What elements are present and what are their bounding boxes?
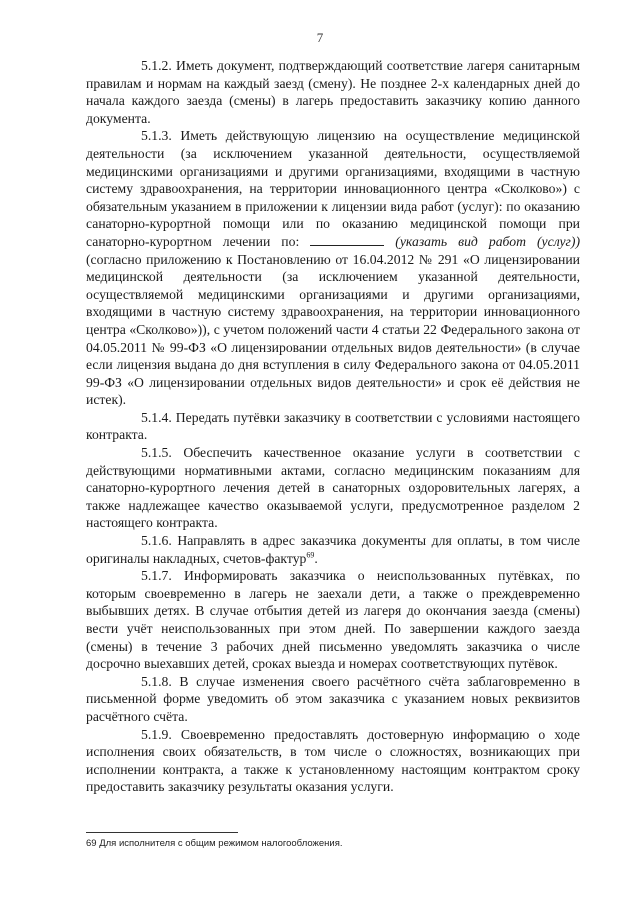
clause-5-1-3-text: 5.1.3. Иметь действующую лицензию на осуществление медицинской деятельности (за исключением указанной деятельности, осуществляемой медицинскими организациями и другими организациями, входящими в частную систему здравоохранения, на территории инновационного центра «Сколково») с обязательным указанием в приложении к лицензии вида работ (услуг): по оказанию санаторно-курортной помощи или по оказанию медицинской помощи при санаторно-курортном лечении по: (86, 128, 580, 249)
clause-5-1-4: 5.1.4. Передать путёвки заказчику в соответствии с условиями настоящего контракта. (86, 409, 580, 443)
clause-5-1-3 (86, 127, 580, 409)
footnote-ref[interactable]: 69 (306, 550, 315, 560)
clause-5-1-3-text-cont: (согласно приложению к Постановлению от 16.04.2012 № 291 «О лицензировании медицинской деятельности (за исключением указанной деятельности, осуществляемой медицинскими организациями и другими организациями, входящими в частную систему здравоохранения, на территории инновационного центра «Сколково»)), с учетом положений части 4 статьи 22 Федерального закона от 04.05.2011 № 99-ФЗ «О лицензировании отдельных видов деятельности» (в случае если лицензия выдана до дня вступления в силу Федерального закона от 04.05.2011 99-ФЗ «О лицензировании отдельных видов деятельности» и срок её действия не истек). (86, 251, 580, 408)
clause-5-1-7: 5.1.7. Информировать заказчика о неиспользованных путёвках, по которым своевременно в лагерь не заехали дети, а также о преждевременно выбывших детях. В случае отбытия детей из лагеря до окончания заезда (смены) вести учёт неиспользованных при этом дней. По завершении каждого заезда (смены) в течение 3 рабочих дней письменно уведомлять заказчика о числе досрочно выехавших детей, сроках выезда и номерах соответствующих путёвок. (86, 568, 580, 672)
document-body (86, 57, 580, 796)
footnote-divider (86, 832, 238, 833)
fill-in-blank (310, 234, 384, 246)
clause-5-1-6-end: . (314, 550, 318, 566)
clause-5-1-6-text: 5.1.6. Направлять в адрес заказчика документы для оплаты, в том числе оригиналы накладных, счетов-фактур (86, 533, 580, 566)
clause-5-1-8: 5.1.8. В случае изменения своего расчётного счёта заблаговременно в письменной форме уведомить об этом заказчика с указанием новых реквизитов расчётного счёта. (86, 673, 580, 724)
page-number: 7 (316, 30, 324, 45)
clause-5-1-3-hint: (указать вид работ (услуг)) (395, 233, 581, 249)
clause-5-1-5: 5.1.5. Обеспечить качественное оказание услуги в соответствии с действующими нормативными актами, согласно медицинским показаниям для санаторно-курортного лечения детей в санаторных оздоровительных лагерях, а также надлежащее качество оказываемой услуги, предусмотренное разделом 2 настоящего контракта. (86, 445, 580, 531)
clause-5-1-6 (86, 532, 580, 567)
clause-5-1-2: 5.1.2. Иметь документ, подтверждающий соответствие лагеря санитарным правилам и нормам на каждый заезд (смену). Не позднее 2-х календарных дней до начала каждого заезда (смены) в лагерь предоставить заказчику копию данного документа. (86, 58, 580, 126)
footnote-text: 69 Для исполнителя с общим режимом налогообложения. (86, 838, 343, 849)
clause-5-1-9: 5.1.9. Своевременно предоставлять достоверную информацию о ходе исполнения своих обязательств, в том числе о сложностях, возникающих при исполнении контракта, а также к установленному настоящим контрактом сроку предоставить заказчику результаты оказания услуги. (86, 726, 580, 795)
